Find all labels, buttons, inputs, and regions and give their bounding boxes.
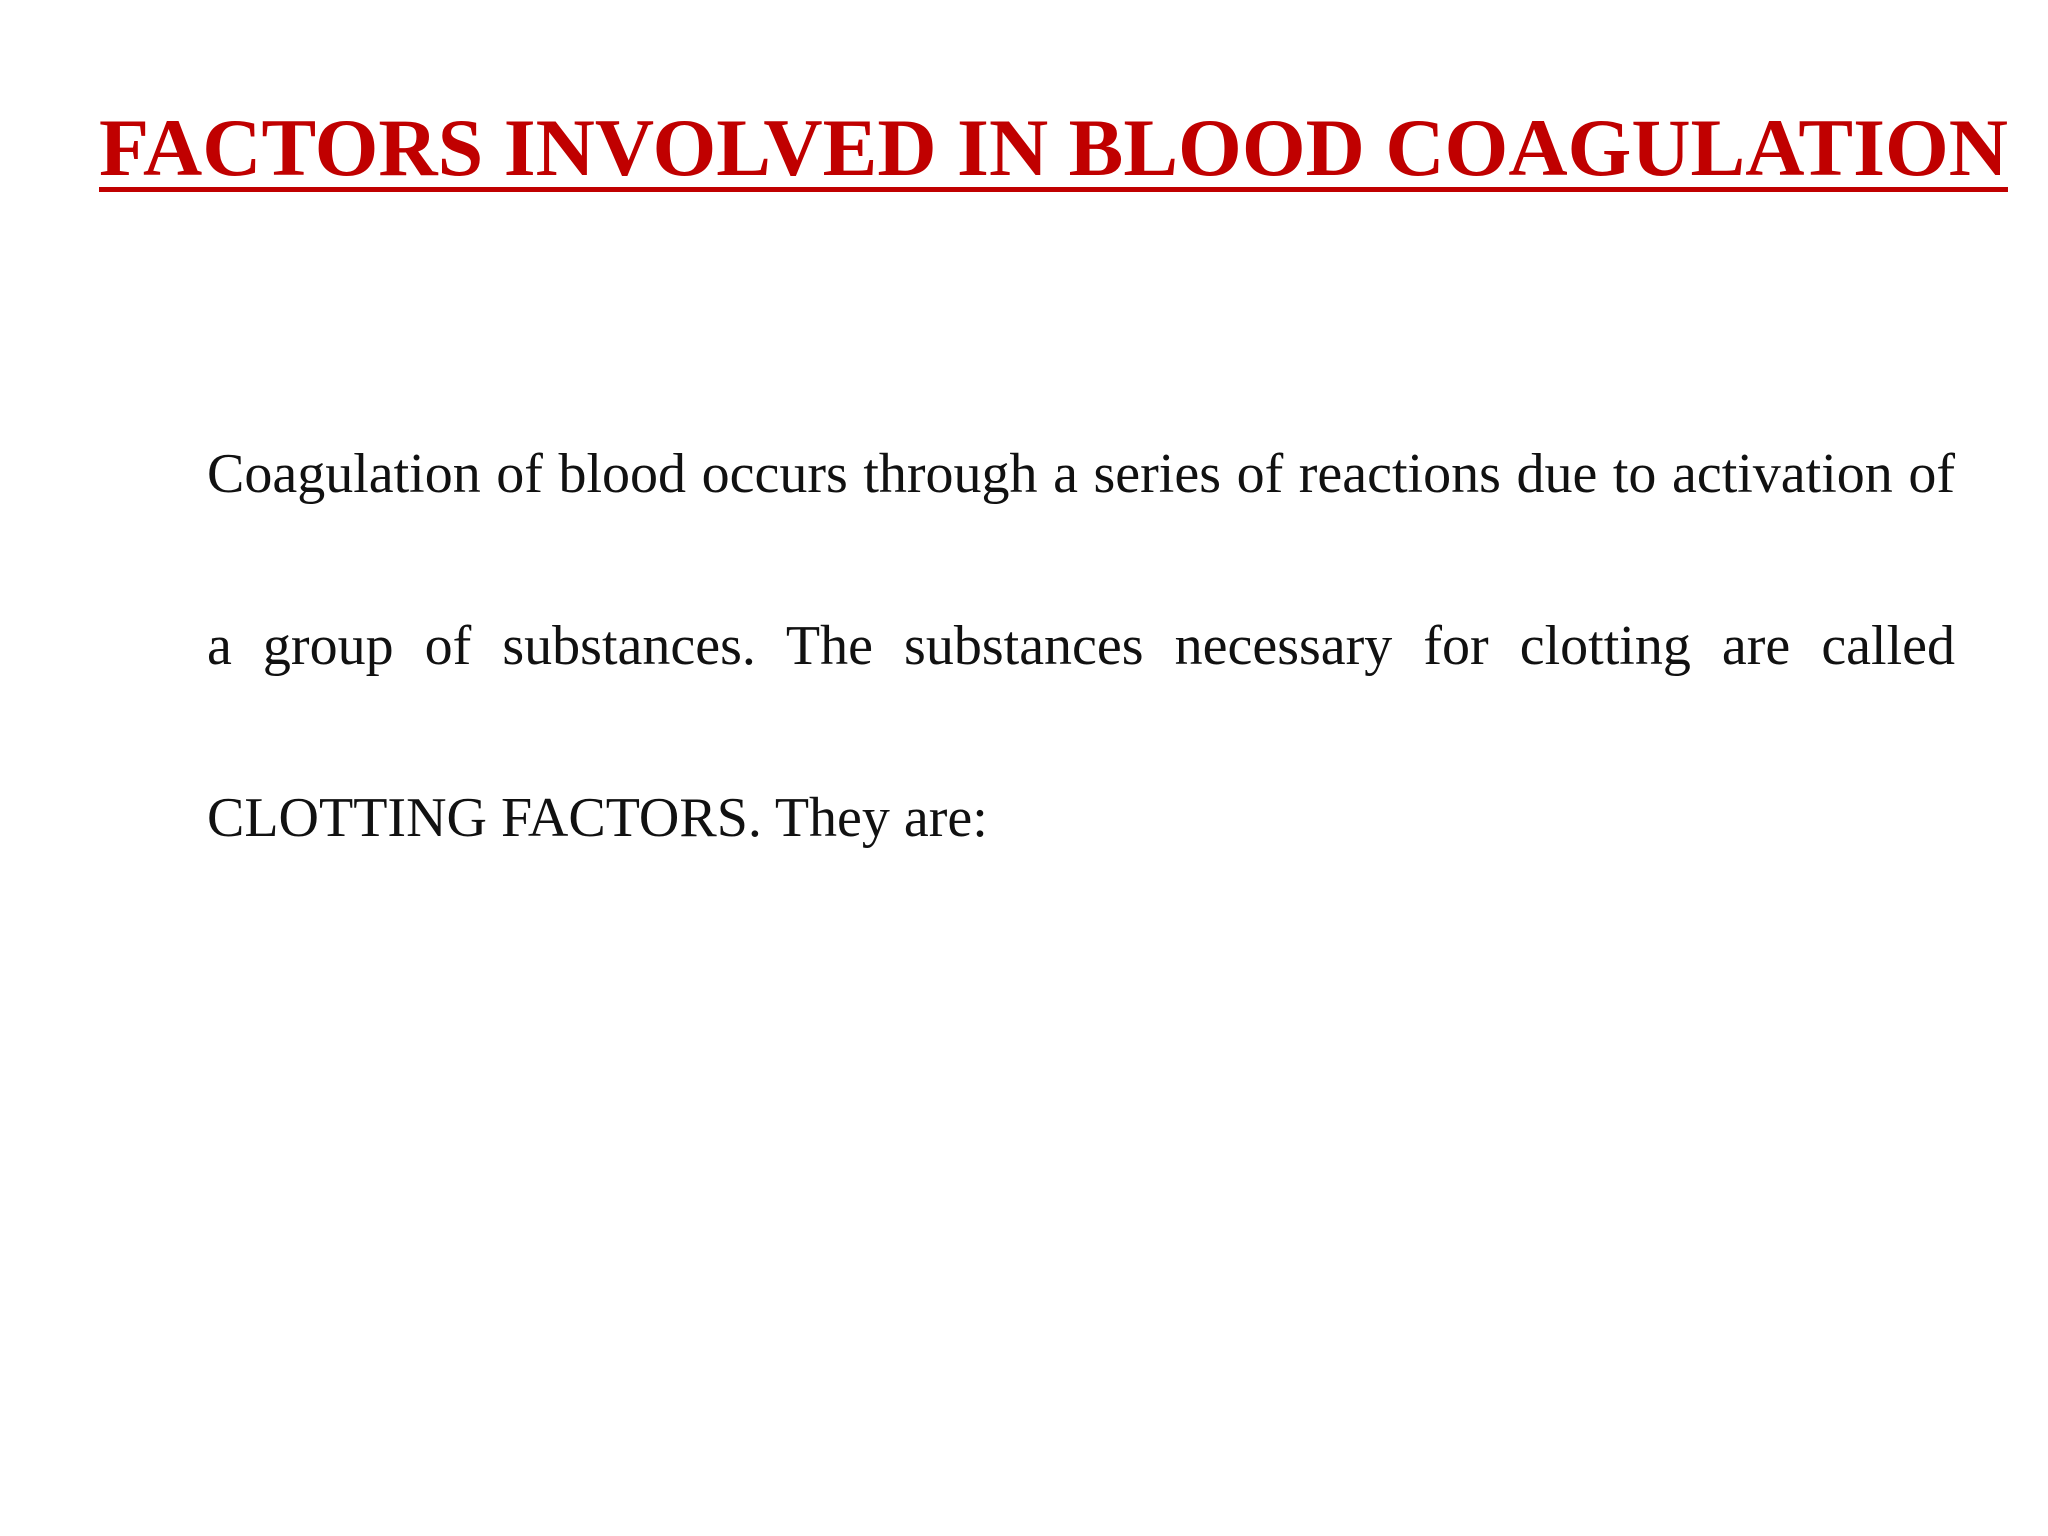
body-paragraph: Coagulation of blood occurs through a series of reactions due to activation of a group of substances. The substances necessary for clotting are called CLOTTING FACTORS. They are: — [207, 443, 1955, 849]
slide-title: FACTORS INVOLVED IN BLOOD COAGULATION — [99, 102, 2008, 193]
